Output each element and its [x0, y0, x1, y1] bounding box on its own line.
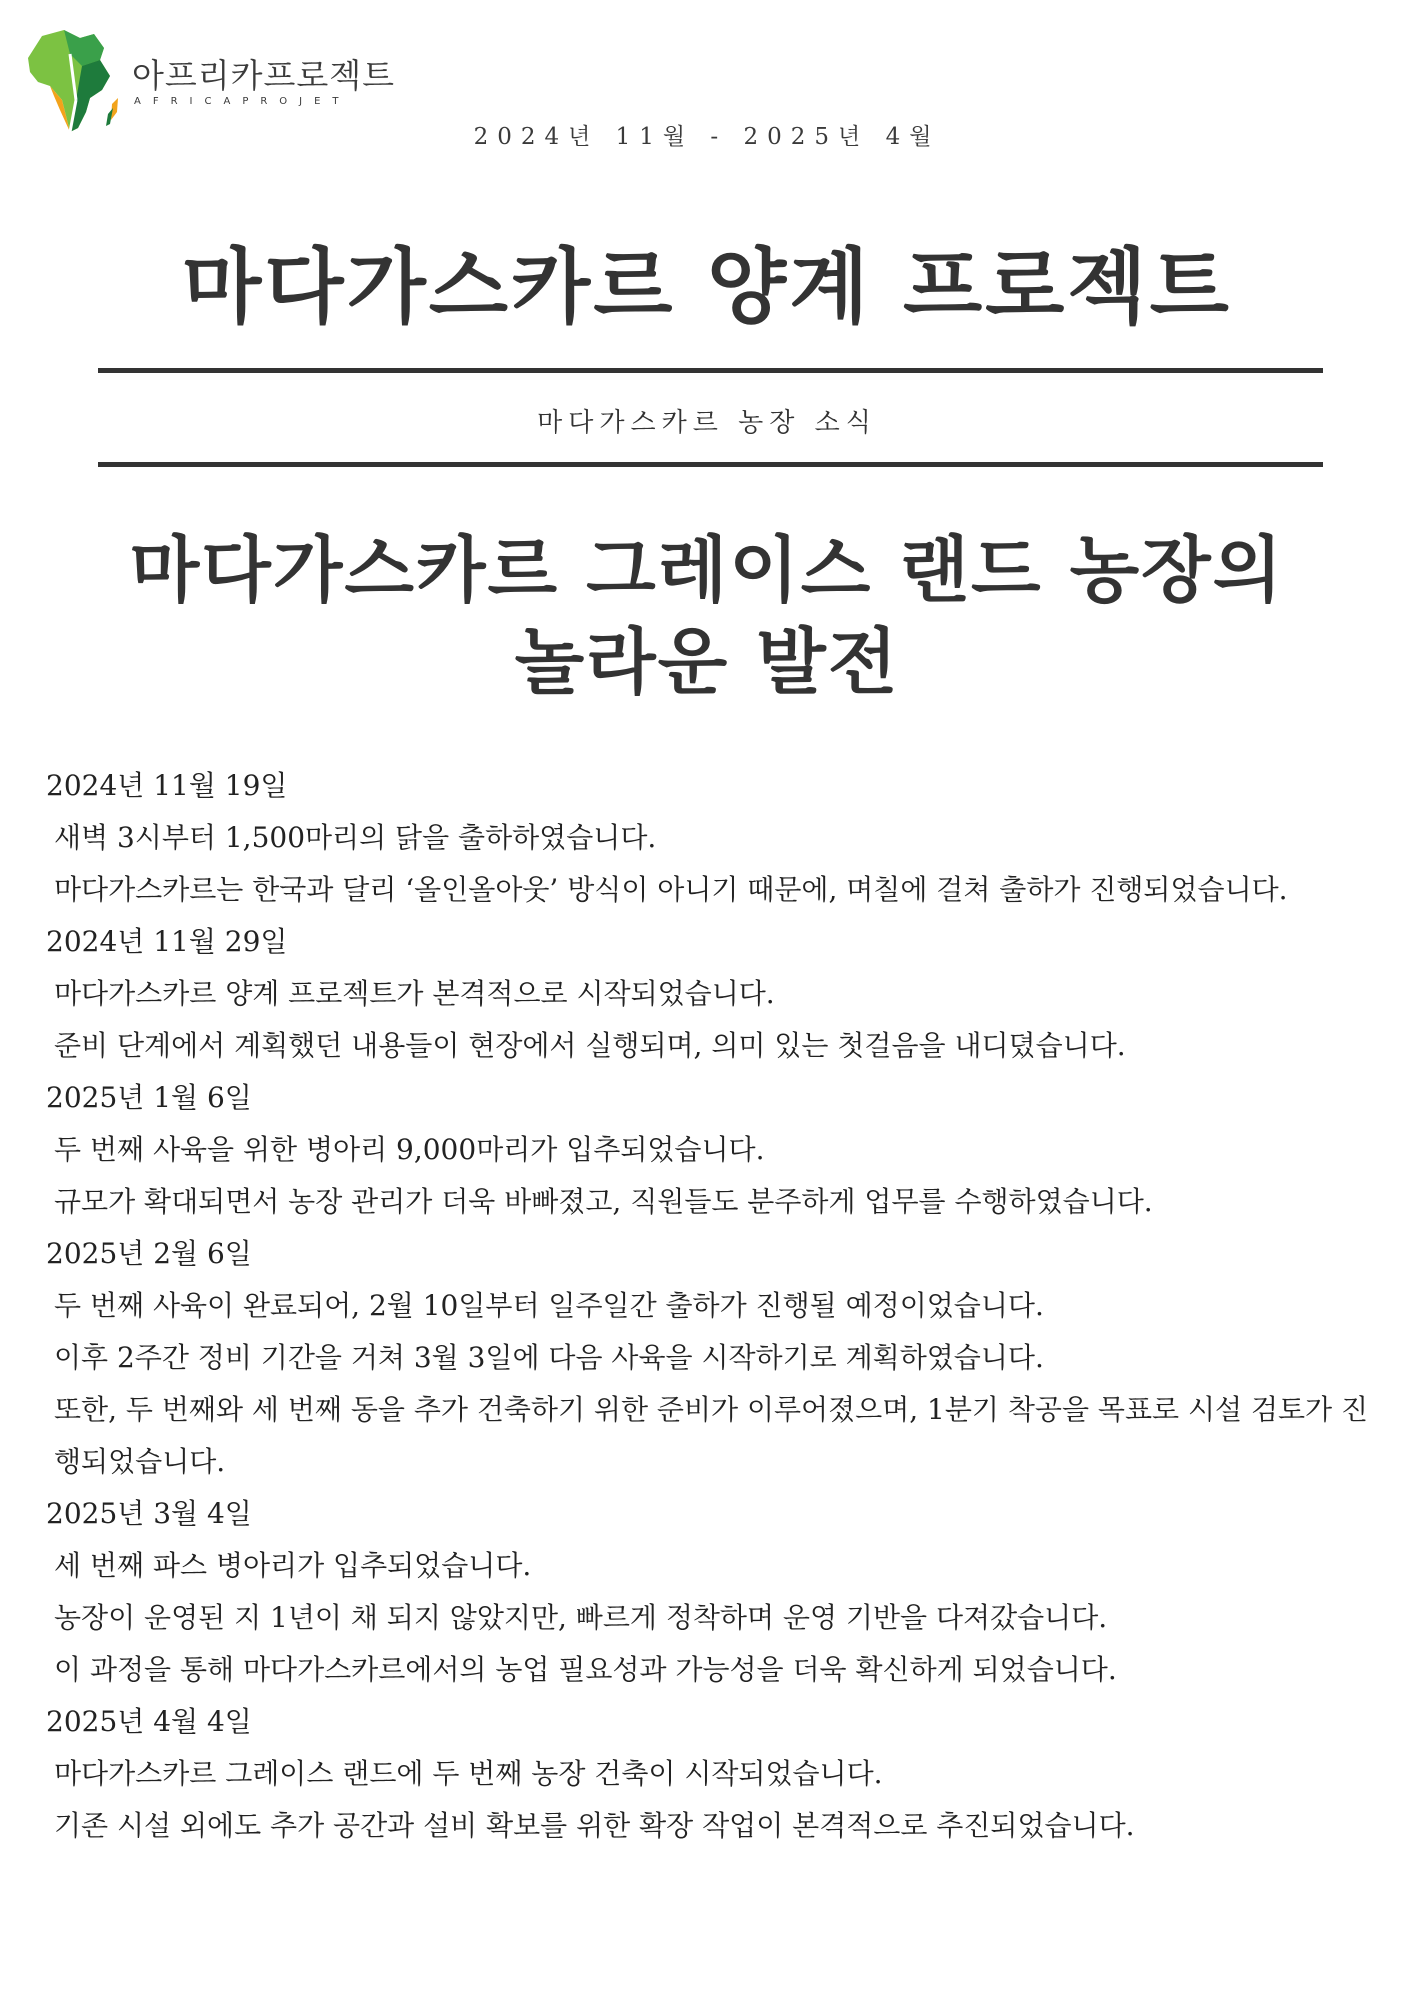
news-entry	[46, 1072, 1382, 1228]
entry-text: 마다가스카르 그레이스 랜드에 두 번째 농장 건축이 시작되었습니다.	[54, 1757, 883, 1790]
news-entry	[46, 1488, 1382, 1696]
date-range: 2024년 11월 - 2025년 4월	[473, 124, 941, 150]
news-entry	[46, 760, 1382, 916]
entry-date: 2025년 1월 6일	[46, 1081, 252, 1114]
article-title	[0, 524, 1414, 708]
entry-date: 2025년 4월 4일	[46, 1705, 252, 1738]
entry-text: 이 과정을 통해 마다가스카르에서의 농업 필요성과 가능성을 더욱 확신하게 되었습니다.	[54, 1653, 1117, 1686]
article-title-line-2: 놀라운 발전	[514, 620, 900, 704]
entry-date: 2024년 11월 19일	[46, 769, 288, 802]
entry-date: 2025년 3월 4일	[46, 1497, 252, 1530]
main-title: 마다가스카르 양계 프로젝트	[182, 240, 1232, 335]
section-label: 마다가스카르 농장 소식	[537, 408, 877, 438]
entry-text: 새벽 3시부터 1,500마리의 닭을 출하하였습니다.	[54, 821, 657, 854]
entry-text: 이후 2주간 정비 기간을 거쳐 3월 3일에 다음 사육을 시작하기로 계획하였습니다.	[54, 1341, 1044, 1374]
entry-date: 2025년 2월 6일	[46, 1237, 252, 1270]
divider-bottom	[98, 462, 1323, 467]
news-entry	[46, 1228, 1382, 1488]
entry-text: 규모가 확대되면서 농장 관리가 더욱 바빠졌고, 직원들도 분주하게 업무를 수행하였습니다.	[54, 1185, 1153, 1218]
entry-text: 기존 시설 외에도 추가 공간과 설비 확보를 위한 확장 작업이 본격적으로 추진되었습니다.	[54, 1809, 1135, 1842]
entry-text: 마다가스카르는 한국과 달리 ‘올인올아웃’ 방식이 아니기 때문에, 며칠에 걸쳐 출하가 진행되었습니다.	[54, 873, 1288, 906]
article-title-line-1: 마다가스카르 그레이스 랜드 농장의	[129, 528, 1285, 612]
entry-text: 두 번째 사육이 완료되어, 2월 10일부터 일주일간 출하가 진행될 예정이었습니다.	[54, 1289, 1044, 1322]
brand-name-english: AFRICAPROJET	[134, 96, 351, 107]
entry-text: 마다가스카르 양계 프로젝트가 본격적으로 시작되었습니다.	[54, 977, 775, 1010]
entry-text: 준비 단계에서 계획했던 내용들이 현장에서 실행되며, 의미 있는 첫걸음을 내디뎠습니다.	[54, 1029, 1126, 1062]
entry-text: 세 번째 파스 병아리가 입추되었습니다.	[54, 1549, 532, 1582]
divider-top	[98, 368, 1323, 373]
news-entry	[46, 1696, 1382, 1852]
entry-text: 농장이 운영된 지 1년이 채 되지 않았지만, 빠르게 정착하며 운영 기반을 다져갔습니다.	[54, 1601, 1108, 1634]
news-entries	[46, 760, 1382, 1852]
news-entry	[46, 916, 1382, 1072]
brand-name-korean: 아프리카프로젝트	[132, 56, 396, 95]
entry-text: 또한, 두 번째와 세 번째 동을 추가 건축하기 위한 준비가 이루어졌으며, 1분기 착공을 목표로 시설 검토가 진행되었습니다.	[54, 1393, 1369, 1478]
entry-text: 두 번째 사육을 위한 병아리 9,000마리가 입추되었습니다.	[54, 1133, 765, 1166]
entry-date: 2024년 11월 29일	[46, 925, 288, 958]
